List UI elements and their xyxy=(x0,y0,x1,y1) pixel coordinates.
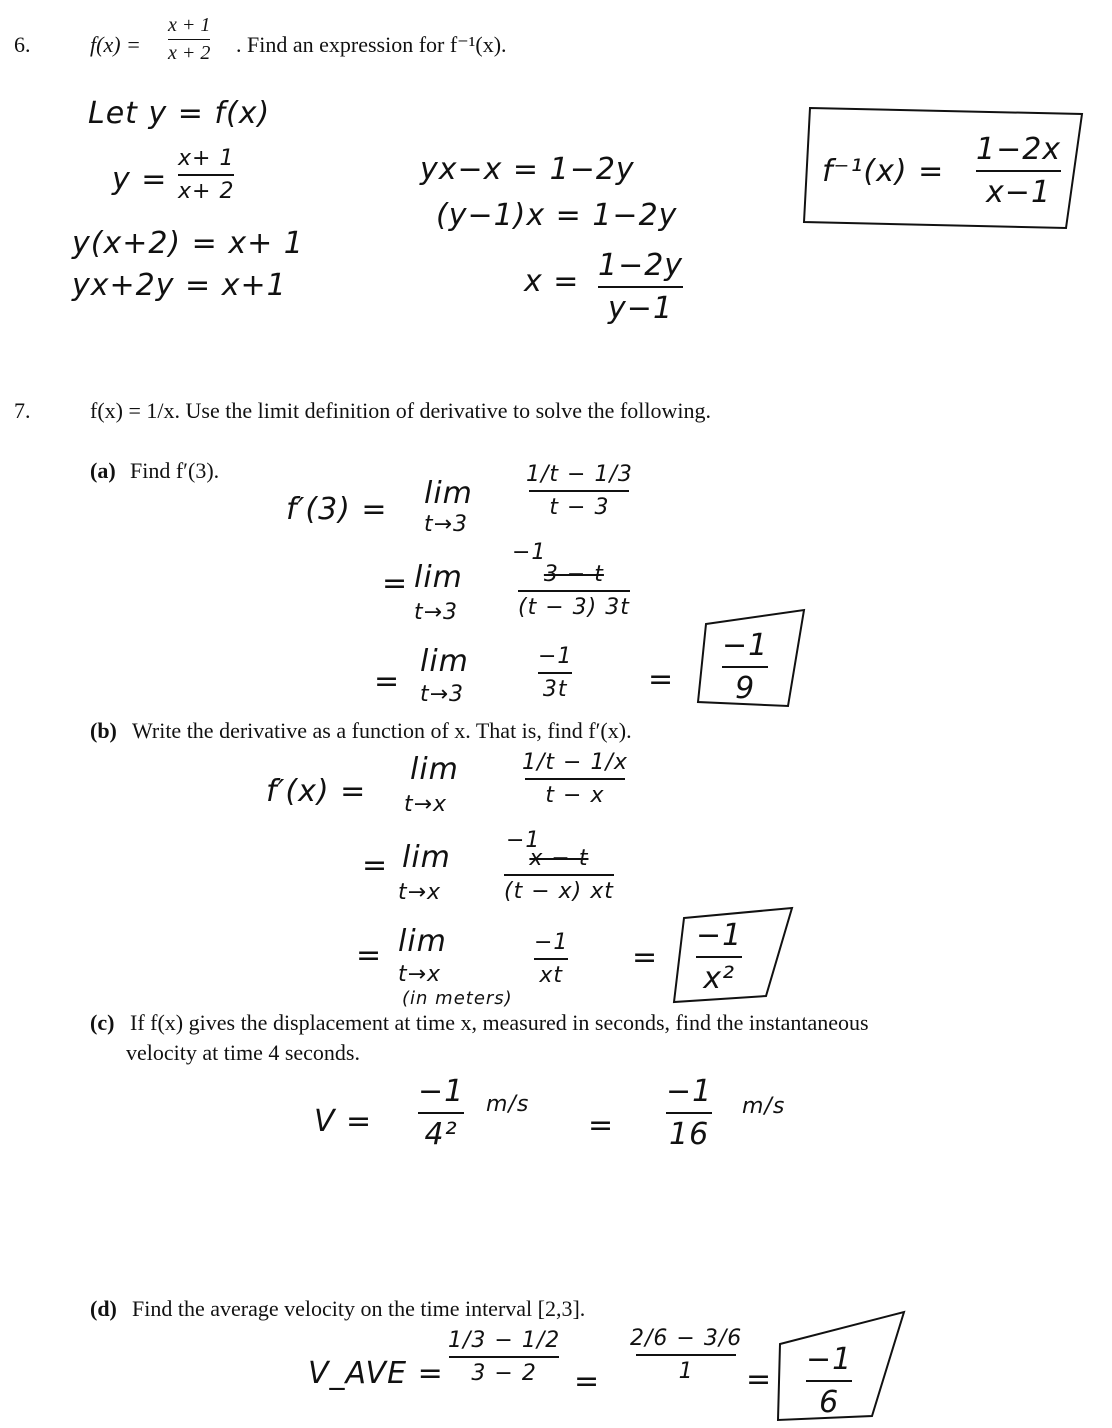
q7c-v-fraction xyxy=(418,1074,464,1152)
q7b-work1-lim: lim xyxy=(410,752,459,787)
q7b-work2-note: −1 xyxy=(506,828,541,853)
q7b-work1-fraction xyxy=(522,750,628,808)
numerator: −1 xyxy=(418,1074,465,1109)
q6-work-line3: y(x+2) = x+ 1 xyxy=(72,226,304,261)
q7a-work3-eq: = xyxy=(374,664,401,699)
fraction-bar xyxy=(598,286,683,288)
q7a-work1-lhs: f′(3) = xyxy=(286,492,388,527)
q7a-work2-lim: lim xyxy=(414,560,463,595)
q6-function-fraction xyxy=(168,14,210,65)
fraction-bar xyxy=(976,170,1061,172)
denominator: 3t xyxy=(542,677,568,702)
q7b-work3-sub: t→x xyxy=(398,962,442,987)
q7d-text: Find the average velocity on the time interval [2,3]. xyxy=(132,1296,586,1321)
q7d-fraction-2 xyxy=(630,1326,742,1384)
q7d-label: (d) xyxy=(90,1296,117,1321)
denominator: 4² xyxy=(424,1117,458,1152)
q6-work-y-lhs: y = xyxy=(112,162,168,197)
q6-work-y-fraction xyxy=(178,146,234,204)
q7a-work3-sub: t→3 xyxy=(420,682,465,707)
q7c-text-line2: velocity at time 4 seconds. xyxy=(126,1040,360,1065)
question-6-number: 6. xyxy=(14,32,31,57)
q7b-answer-fraction xyxy=(696,918,742,996)
denominator: t − 3 xyxy=(549,495,610,520)
question-7-number: 7. xyxy=(14,398,31,423)
q7a-work1-lim: lim xyxy=(424,476,473,511)
q7c-insert-note: (in meters) xyxy=(402,988,513,1009)
denominator: 1 xyxy=(678,1359,694,1384)
q6-answer-fraction xyxy=(976,132,1061,210)
q7c-unit-1: m/s xyxy=(486,1092,530,1117)
q7b-work3-eq: = xyxy=(356,938,383,973)
q7c-v2-fraction xyxy=(666,1074,712,1152)
denominator: 9 xyxy=(735,671,756,706)
q6-prompt: . Find an expression for f⁻¹(x). xyxy=(236,32,507,57)
fraction-bar xyxy=(449,1356,559,1358)
fraction-bar xyxy=(178,174,234,176)
q7a-equals: = xyxy=(648,662,675,697)
denominator: xt xyxy=(539,963,564,988)
q7a-work3-lim: lim xyxy=(420,644,469,679)
q6-work-right2: (y−1)x = 1−2y xyxy=(436,198,678,233)
q7c-equals: = xyxy=(588,1108,615,1143)
q7b-work1-lhs: f′(x) = xyxy=(266,774,367,809)
numerator: x+ 1 xyxy=(178,146,235,171)
numerator: 1/t − 1/3 xyxy=(526,462,633,487)
numerator: x − t xyxy=(529,846,589,871)
q7a-work3-fraction xyxy=(538,644,572,702)
fraction-bar xyxy=(534,958,568,960)
denominator: (t − 3) 3t xyxy=(518,595,630,620)
q7b-work2-eq: = xyxy=(362,848,389,883)
q7a-work1-sub: t→3 xyxy=(424,512,469,537)
q7c-unit-2: m/s xyxy=(742,1094,786,1119)
q6-work-right3-fraction xyxy=(598,248,683,326)
numerator: −1 xyxy=(722,628,769,663)
q7b-label: (b) xyxy=(90,718,117,743)
fraction-bar xyxy=(806,1380,852,1382)
numerator: 1−2x xyxy=(976,132,1062,167)
q7b-work2-lim: lim xyxy=(402,840,451,875)
q7d-answer-fraction xyxy=(806,1342,852,1420)
fraction-bar xyxy=(525,778,625,780)
fraction-bar xyxy=(518,590,630,592)
q7b-work2-sub: t→x xyxy=(398,880,442,905)
numerator: 2/6 − 3/6 xyxy=(630,1326,743,1351)
q7a-text: Find f′(3). xyxy=(130,458,220,483)
denominator: 3 − 2 xyxy=(471,1361,537,1386)
q6-fraction-denominator: x + 2 xyxy=(168,42,211,64)
q7b-work2-fraction xyxy=(504,846,614,904)
fraction-bar xyxy=(418,1112,464,1114)
denominator: y−1 xyxy=(608,291,674,326)
denominator: (t − x) xt xyxy=(504,879,614,904)
q7d-equals-2: = xyxy=(746,1362,773,1397)
fraction-bar xyxy=(696,956,742,958)
denominator: x² xyxy=(703,961,735,996)
q7a-label: (a) xyxy=(90,458,116,483)
fraction-bar xyxy=(529,490,629,492)
denominator: 6 xyxy=(819,1385,840,1420)
q6-work-right3-lhs: x = xyxy=(524,264,580,299)
numerator: −1 xyxy=(806,1342,853,1377)
q7c-label: (c) xyxy=(90,1010,115,1035)
fraction-bar xyxy=(504,874,614,876)
denominator: x+ 2 xyxy=(178,179,235,204)
numerator: 1−2y xyxy=(598,248,684,283)
q6-fraction-numerator: x + 1 xyxy=(168,14,211,36)
q7-stem: f(x) = 1/x. Use the limit definition of derivative to solve the following. xyxy=(90,398,711,423)
q7a-work2-fraction xyxy=(518,562,630,620)
denominator: t − x xyxy=(545,783,605,808)
q7c-text-line1: If f(x) gives the displacement at time x, measured in seconds, find the instantaneous xyxy=(130,1010,869,1035)
q7b-work1-sub: t→x xyxy=(404,792,448,817)
fraction-bar xyxy=(538,672,572,674)
q7d-fraction-1 xyxy=(448,1328,560,1386)
numerator: 1/t − 1/x xyxy=(522,750,628,775)
q7c-v-lhs: V = xyxy=(314,1104,373,1139)
numerator: −1 xyxy=(666,1074,713,1109)
q7a-answer-fraction xyxy=(722,628,768,706)
denominator: x−1 xyxy=(986,175,1052,210)
fraction-bar xyxy=(666,1112,712,1114)
fraction-bar xyxy=(722,666,768,668)
q6-work-let: Let y = f(x) xyxy=(88,96,271,131)
q6-work-line4: yx+2y = x+1 xyxy=(72,268,287,303)
q7a-work2-eq: = xyxy=(382,566,409,601)
numerator: −1 xyxy=(538,644,573,669)
fraction-bar xyxy=(636,1354,736,1356)
q7b-work3-lim: lim xyxy=(398,924,447,959)
q7a-work1-fraction xyxy=(526,462,633,520)
numerator: −1 xyxy=(696,918,743,953)
numerator: −1 xyxy=(534,930,569,955)
q7d-lhs: V_AVE = xyxy=(308,1356,444,1391)
fraction-bar xyxy=(168,39,210,40)
q7b-text: Write the derivative as a function of x. That is, find f′(x). xyxy=(132,718,632,743)
numerator: 1/3 − 1/2 xyxy=(448,1328,561,1353)
numerator: 3 − t xyxy=(543,562,604,587)
q7b-work3-fraction xyxy=(534,930,568,988)
q6-work-right1: yx−x = 1−2y xyxy=(420,152,635,187)
q6-answer-lhs: f⁻¹(x) = xyxy=(822,154,945,189)
q7d-equals-1: = xyxy=(574,1364,601,1399)
q6-function-lhs: f(x) = xyxy=(90,32,141,57)
q7b-equals: = xyxy=(632,940,659,975)
denominator: 16 xyxy=(669,1117,710,1152)
q7a-work2-note: −1 xyxy=(512,540,547,565)
q7a-work2-sub: t→3 xyxy=(414,600,459,625)
